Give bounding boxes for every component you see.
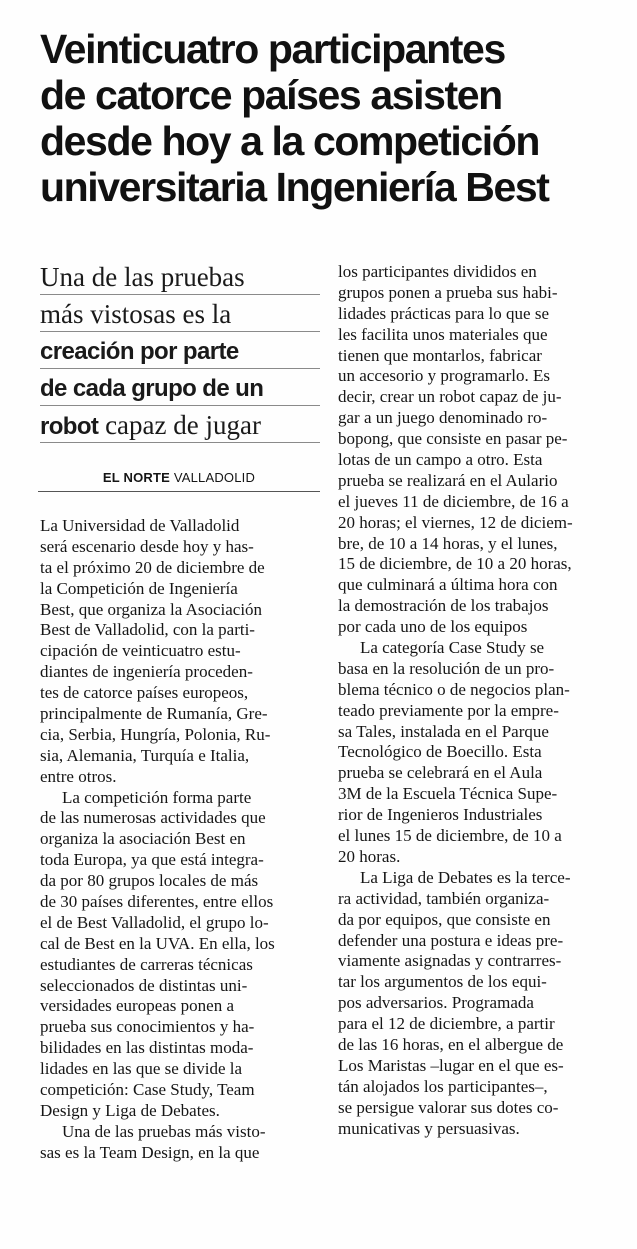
body-line: lotas de un campo a otro. Esta — [338, 450, 543, 470]
body-line: La Liga de Debates es la terce- — [360, 867, 571, 887]
body-line: el lunes 15 de diciembre, de 10 a — [338, 826, 562, 846]
body-line: 3M de la Escuela Técnica Supe- — [338, 784, 558, 804]
body-line: Una de las pruebas más visto- — [62, 1121, 266, 1141]
headline-line: de catorce países asisten — [40, 72, 502, 118]
body-line: toda Europa, ya que está integra- — [40, 850, 264, 870]
body-line: prueba sus conocimientos y ha- — [40, 1017, 255, 1037]
body-line: bilidades en las distintas moda- — [40, 1038, 254, 1058]
body-line: da por equipos, que consiste en — [338, 909, 551, 929]
body-line: competición: Case Study, Team — [40, 1080, 255, 1100]
headline — [40, 26, 610, 210]
body-line: lidades prácticas para lo que se — [338, 303, 549, 323]
body-line: La Universidad de Valladolid — [40, 516, 240, 535]
body-line: la Competición de Ingeniería — [40, 578, 238, 598]
deck-rest-text: capaz de jugar — [98, 410, 261, 440]
body-line: de 30 países diferentes, entre ellos — [40, 892, 274, 912]
deck-subheadline — [40, 258, 320, 443]
body-line: defender una postura e ideas pre- — [338, 930, 564, 950]
article-body-right-column — [338, 262, 613, 1139]
body-line: bre, de 10 a 14 horas, y el lunes, — [338, 533, 558, 553]
article-body-left-column — [40, 516, 320, 1164]
body-line: que culminará a última hora con — [338, 575, 558, 595]
body-line: ra actividad, también organiza- — [338, 888, 550, 908]
body-line: la demostración de los trabajos — [338, 596, 549, 616]
body-line: el jueves 11 de diciembre, de 16 a — [338, 491, 569, 511]
body-line: La categoría Case Study se — [360, 638, 545, 658]
body-line: teado previamente por la empre- — [338, 700, 559, 720]
body-line: 15 de diciembre, de 10 a 20 horas, — [338, 554, 572, 574]
body-line: grupos ponen a prueba sus habi- — [338, 282, 558, 302]
body-line: tienen que montarlos, fabricar — [338, 345, 542, 365]
body-line: entre otros. — [40, 766, 117, 786]
body-line: Los Maristas –lugar en el que es- — [338, 1055, 564, 1075]
byline — [38, 470, 320, 492]
body-line: pos adversarios. Programada — [338, 993, 534, 1013]
body-line: ta el próximo 20 de diciembre de — [40, 557, 265, 577]
body-line: por cada uno de los equipos — [338, 617, 528, 637]
body-line: tar los argumentos de los equi- — [338, 972, 547, 992]
body-line: 20 horas. — [338, 846, 401, 866]
body-line: lidades en las que se divide la — [40, 1059, 243, 1079]
body-line: prueba se realizará en el Aulario — [338, 470, 558, 490]
deck-line: más vistosas es la — [40, 295, 320, 332]
byline-place: VALLADOLID — [173, 470, 256, 485]
body-line: será escenario desde hoy y has- — [40, 536, 254, 556]
headline-line: Veinticuatro participantes — [40, 26, 505, 72]
body-line: 20 horas; el viernes, 12 de diciem- — [338, 512, 573, 532]
deck-line-bold: creación por parte — [40, 332, 320, 369]
body-line: rior de Ingenieros Industriales — [338, 805, 543, 825]
body-line: decir, crear un robot capaz de ju- — [338, 387, 562, 407]
headline-line: universitaria Ingeniería Best — [40, 164, 549, 210]
body-line: los participantes divididos en — [338, 262, 537, 281]
body-line: basa en la resolución de un pro- — [338, 658, 555, 678]
body-line: Design y Liga de Debates. — [40, 1100, 220, 1120]
body-line: Best de Valladolid, con la parti- — [40, 620, 255, 640]
body-line: les facilita unos materiales que — [338, 324, 548, 344]
body-line: La competición forma parte — [62, 787, 252, 807]
body-line: seleccionados de distintas uni- — [40, 975, 248, 995]
body-line: Best, que organiza la Asociación — [40, 599, 263, 619]
body-line: cal de Best en la UVA. En ella, los — [40, 933, 275, 953]
body-line: gar a un juego denominado ro- — [338, 408, 548, 428]
deck-line: Una de las pruebas — [40, 258, 320, 295]
byline-source: EL NORTE — [102, 470, 171, 485]
body-line: municativas y persuasivas. — [338, 1118, 520, 1138]
body-line: un accesorio y programarlo. Es — [338, 366, 550, 386]
body-line: diantes de ingeniería proceden- — [40, 662, 253, 682]
body-line: sa Tales, instalada en el Parque — [338, 721, 549, 741]
body-line: tán alojados los participantes–, — [338, 1076, 548, 1096]
deck-bold-word: robot — [40, 413, 99, 440]
body-line: de las numerosas actividades que — [40, 808, 266, 828]
body-line: blema técnico o de negocios plan- — [338, 679, 570, 699]
body-line: cia, Serbia, Hungría, Polonia, Ru- — [40, 724, 271, 744]
deck-line-last — [40, 406, 320, 443]
body-line: tes de catorce países europeos, — [40, 683, 249, 703]
body-line: organiza la asociación Best en — [40, 829, 246, 849]
body-line: viamente asignadas y contrarres- — [338, 951, 562, 971]
deck-line-bold: de cada grupo de un — [40, 369, 320, 406]
body-line: da por 80 grupos locales de más — [40, 871, 259, 891]
body-line: el de Best Valladolid, el grupo lo- — [40, 912, 269, 932]
body-line: sia, Alemania, Turquía e Italia, — [40, 745, 250, 765]
body-line: Tecnológico de Boecillo. Esta — [338, 742, 542, 762]
body-line: se persigue valorar sus dotes co- — [338, 1097, 559, 1117]
body-line: cipación de veinticuatro estu- — [40, 641, 241, 661]
headline-line: desde hoy a la competición — [40, 118, 540, 164]
body-line: sas es la Team Design, en la que — [40, 1142, 260, 1162]
body-line: de las 16 horas, en el albergue de — [338, 1034, 564, 1054]
body-line: bopong, que consiste en pasar pe- — [338, 429, 568, 449]
body-line: estudiantes de carreras técnicas — [40, 954, 253, 974]
body-line: prueba se celebrará en el Aula — [338, 763, 543, 783]
body-line: versidades europeas ponen a — [40, 996, 235, 1016]
body-line: principalmente de Rumanía, Gre- — [40, 704, 268, 724]
body-line: para el 12 de diciembre, a partir — [338, 1014, 555, 1034]
